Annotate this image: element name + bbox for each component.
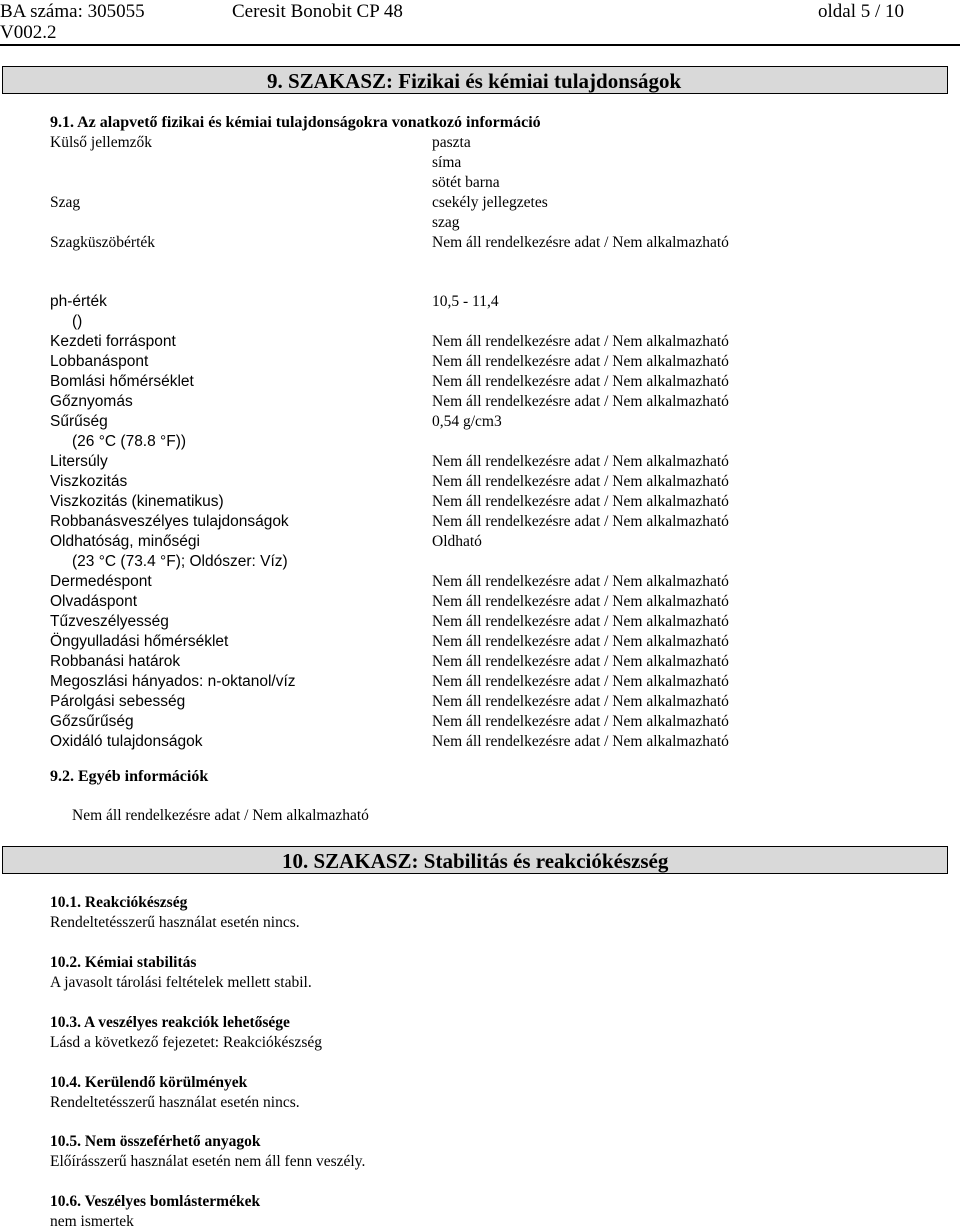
subsection-text: Rendeltetésszerű használat esetén nincs. bbox=[50, 1094, 300, 1111]
property-value: Nem áll rendelkezésre adat / Nem alkalmazható bbox=[432, 353, 729, 370]
property-row bbox=[0, 492, 960, 512]
version: V002.2 bbox=[0, 22, 57, 43]
property-label: Viszkozitás (kinematikus) bbox=[50, 493, 224, 510]
property-row bbox=[0, 692, 960, 712]
property-label: Olvadáspont bbox=[50, 593, 138, 610]
property-label: Bomlási hőmérséklet bbox=[50, 373, 194, 390]
property-row bbox=[0, 552, 960, 572]
property-row bbox=[0, 292, 960, 312]
property-value: Nem áll rendelkezésre adat / Nem alkalmazható bbox=[432, 513, 729, 530]
subsection-text: nem ismertek bbox=[50, 1213, 134, 1230]
property-row bbox=[0, 472, 960, 492]
property-label: Dermedéspont bbox=[50, 573, 152, 590]
subsection-heading: 10.5. Nem összeférhető anyagok bbox=[50, 1133, 261, 1150]
property-value: Nem áll rendelkezésre adat / Nem alkalmazható bbox=[432, 373, 729, 390]
property-row bbox=[0, 532, 960, 552]
section-9-title: 9. SZAKASZ: Fizikai és kémiai tulajdonságok bbox=[267, 69, 682, 93]
ba-number: BA száma: 305055 bbox=[0, 1, 145, 22]
property-label: () bbox=[72, 313, 83, 330]
appearance-value: sötét barna bbox=[432, 174, 500, 191]
property-value: Nem áll rendelkezésre adat / Nem alkalmazható bbox=[432, 653, 729, 670]
section-10-title: 10. SZAKASZ: Stabilitás és reakciókészség bbox=[282, 849, 669, 873]
property-label: Gőzsűrűség bbox=[50, 713, 134, 730]
appearance-label: Külső jellemzők bbox=[50, 134, 153, 151]
property-row bbox=[0, 412, 960, 432]
property-row bbox=[0, 612, 960, 632]
property-label: Oxidáló tulajdonságok bbox=[50, 733, 203, 750]
property-value: Nem áll rendelkezésre adat / Nem alkalmazható bbox=[432, 713, 729, 730]
property-label: Tűzveszélyesség bbox=[50, 613, 169, 630]
subsection-text: A javasolt tárolási feltételek mellett stabil. bbox=[50, 974, 312, 991]
other-info-text: Nem áll rendelkezésre adat / Nem alkalmazható bbox=[72, 807, 369, 824]
property-value: Nem áll rendelkezésre adat / Nem alkalmazható bbox=[432, 673, 729, 690]
subsection-text: Lásd a következő fejezetet: Reakciókészség bbox=[50, 1034, 322, 1051]
property-row bbox=[0, 672, 960, 692]
property-row bbox=[0, 452, 960, 472]
property-label: Robbanási határok bbox=[50, 653, 181, 670]
property-label: Oldhatóság, minőségi bbox=[50, 533, 200, 550]
property-value: Nem áll rendelkezésre adat / Nem alkalmazható bbox=[432, 693, 729, 710]
odor-value: csekély jellegzetes bbox=[432, 194, 548, 211]
property-row bbox=[0, 312, 960, 332]
property-label: ph-érték bbox=[50, 293, 107, 310]
property-value: Nem áll rendelkezésre adat / Nem alkalmazható bbox=[432, 473, 729, 490]
property-row bbox=[0, 432, 960, 452]
property-label: Litersúly bbox=[50, 453, 108, 470]
property-row bbox=[0, 592, 960, 612]
property-value: 10,5 - 11,4 bbox=[432, 293, 499, 310]
subsection-text: Előírásszerű használat esetén nem áll fenn veszély. bbox=[50, 1153, 366, 1170]
odor-label: Szag bbox=[50, 194, 81, 211]
property-value: Nem áll rendelkezésre adat / Nem alkalmazható bbox=[432, 453, 729, 470]
page-number: oldal 5 / 10 bbox=[818, 1, 905, 22]
odor-value: szag bbox=[432, 214, 460, 231]
property-value: Nem áll rendelkezésre adat / Nem alkalmazható bbox=[432, 633, 729, 650]
property-row bbox=[0, 512, 960, 532]
property-value: 0,54 g/cm3 bbox=[432, 413, 502, 430]
subsection-9-1-heading: 9.1. Az alapvető fizikai és kémiai tulajdonságokra vonatkozó információ bbox=[50, 114, 541, 131]
appearance-value: paszta bbox=[432, 134, 471, 151]
subsection-heading: 10.1. Reakciókészség bbox=[50, 894, 188, 911]
property-label: Öngyulladási hőmérséklet bbox=[50, 633, 229, 650]
property-value: Nem áll rendelkezésre adat / Nem alkalmazható bbox=[432, 493, 729, 510]
product-name: Ceresit Bonobit CP 48 bbox=[232, 1, 403, 22]
property-label: Gőznyomás bbox=[50, 393, 133, 410]
odor-threshold-value: Nem áll rendelkezésre adat / Nem alkalmazható bbox=[432, 234, 729, 251]
property-label: Lobbanáspont bbox=[50, 353, 149, 370]
property-label: (26 °C (78.8 °F)) bbox=[72, 433, 187, 450]
property-value: Nem áll rendelkezésre adat / Nem alkalmazható bbox=[432, 733, 729, 750]
odor-threshold-label: Szagküszöbérték bbox=[50, 234, 156, 251]
property-row bbox=[0, 572, 960, 592]
property-row bbox=[0, 652, 960, 672]
subsection-heading: 10.6. Veszélyes bomlástermékek bbox=[50, 1193, 261, 1210]
property-row bbox=[0, 332, 960, 352]
appearance-value: síma bbox=[432, 154, 462, 171]
property-label: Párolgási sebesség bbox=[50, 693, 186, 710]
property-value: Nem áll rendelkezésre adat / Nem alkalmazható bbox=[432, 613, 729, 630]
subsection-text: Rendeltetésszerű használat esetén nincs. bbox=[50, 914, 300, 931]
property-row bbox=[0, 732, 960, 752]
property-label: (23 °C (73.4 °F); Oldószer: Víz) bbox=[72, 553, 288, 570]
property-row bbox=[0, 372, 960, 392]
property-row bbox=[0, 392, 960, 412]
property-value: Nem áll rendelkezésre adat / Nem alkalmazható bbox=[432, 333, 729, 350]
property-row bbox=[0, 712, 960, 732]
subsection-heading: 10.3. A veszélyes reakciók lehetősége bbox=[50, 1014, 290, 1031]
property-label: Megoszlási hányados: n-oktanol/víz bbox=[50, 673, 296, 690]
subsection-heading: 10.4. Kerülendő körülmények bbox=[50, 1074, 248, 1091]
subsection-heading: 10.2. Kémiai stabilitás bbox=[50, 954, 197, 971]
property-label: Kezdeti forráspont bbox=[50, 333, 176, 350]
property-label: Viszkozitás bbox=[50, 473, 128, 490]
property-row bbox=[0, 352, 960, 372]
property-label: Robbanásveszélyes tulajdonságok bbox=[50, 513, 289, 530]
property-value: Nem áll rendelkezésre adat / Nem alkalmazható bbox=[432, 573, 729, 590]
property-value: Oldható bbox=[432, 533, 482, 550]
subsection-9-2-heading: 9.2. Egyéb információk bbox=[50, 768, 209, 785]
property-value: Nem áll rendelkezésre adat / Nem alkalmazható bbox=[432, 593, 729, 610]
property-value: Nem áll rendelkezésre adat / Nem alkalmazható bbox=[432, 393, 729, 410]
property-label: Sűrűség bbox=[50, 413, 108, 430]
header-rule bbox=[0, 44, 960, 46]
property-row bbox=[0, 632, 960, 652]
